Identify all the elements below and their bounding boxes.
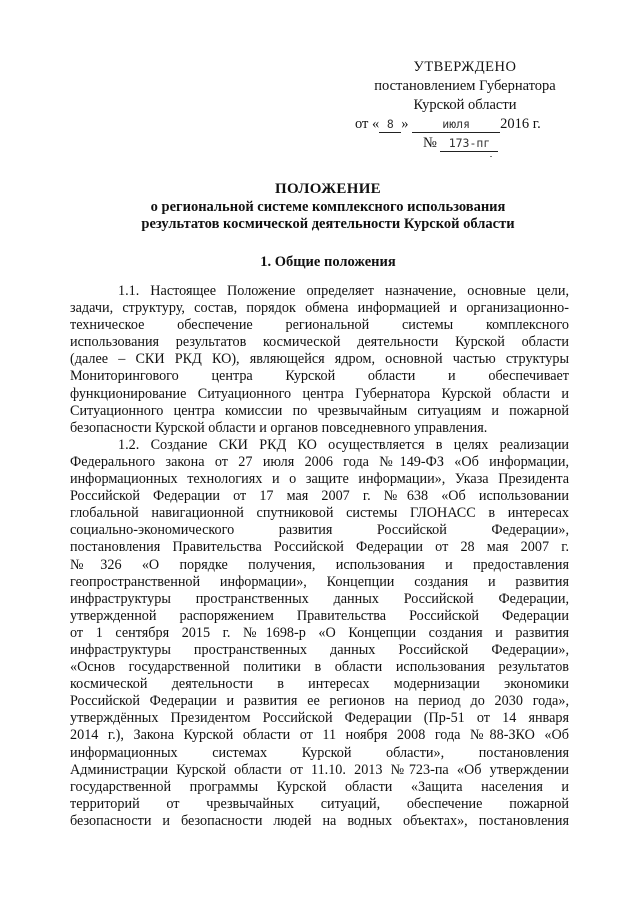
body-line: задачи, структуру, состав, порядок обмена информацией и организационно- — [70, 300, 569, 317]
approval-stamp — [350, 58, 580, 153]
document-heading — [70, 180, 586, 233]
date-month: июля — [412, 117, 500, 133]
body-line: от 1 сентября 2015 г. №1698-р «О Концепции создания и развития — [70, 624, 569, 641]
body-line: информационных системах Курской области», постановления — [70, 744, 569, 761]
body-line: техническое обеспечение региональной системы комплексного — [70, 317, 569, 334]
body-line: (далее – СКИ РКД КО), являющейся ядром, основной частью структуры — [70, 351, 569, 368]
body-line: «Основ государственной политики в области использования результатов — [70, 659, 569, 676]
body-line: Ситуационного центра комиссии по чрезвычайным ситуациям и пожарной — [70, 402, 569, 419]
body-line: государственной программы Курской области «Защита населения и — [70, 778, 569, 795]
body-line: инфраструктуры пространственных данных Российской Федерации», — [70, 641, 569, 658]
document-subtitle-line-2: результатов космической деятельности Курской области — [141, 216, 515, 232]
body-line: 1.1. Настоящее Положение определяет назначение, основные цели, — [118, 283, 569, 299]
date-year: 2016 г. — [500, 116, 541, 132]
body-line: геопространственной информации», Концепции создания и развития — [70, 573, 569, 590]
body-line: постановления Правительства Российской Федерации от 28 мая 2007 г. — [70, 539, 569, 556]
body-line: утвержденной распоряжением Правительства Российской Федерации — [70, 607, 569, 624]
date-prefix: от « — [355, 116, 380, 132]
body-line: использования результатов космической деятельности Курской области — [70, 334, 569, 351]
body-line: функционирование Ситуационного центра Губернатора Курской области и — [70, 385, 569, 402]
approval-title: УТВЕРЖДЕНО — [413, 59, 517, 75]
body-line: информационных технологиях и о защите информации», Указа Президента — [70, 471, 569, 488]
date-day: 8 — [379, 117, 401, 133]
body-line: космической деятельности в интересах модернизации экономики — [70, 676, 569, 693]
scan-speck — [490, 156, 492, 157]
section-title: 1. Общие положения — [260, 254, 396, 270]
body-text — [70, 283, 569, 830]
body-line: Федерального закона от 27 июля 2006 года №149-ФЗ «Об информации, — [70, 453, 569, 470]
body-line: Российской Федерации и развития ее регионов на период до 2030 года», — [70, 693, 569, 710]
body-line: глобальной навигационной спутниковой системы ГЛОНАСС в интересах — [70, 505, 569, 522]
approval-region: Курской области — [413, 97, 517, 113]
body-line: Мониторингового центра Курской области и обеспечивает — [70, 368, 569, 385]
approval-number — [350, 134, 580, 153]
approval-issuer: постановлением Губернатора — [374, 78, 556, 94]
date-mid: » — [401, 116, 409, 132]
document-subtitle-line-1: о региональной системе комплексного использования — [150, 199, 506, 215]
body-line: безопасности Курской области и органов повседневного управления. — [70, 419, 488, 436]
body-line: инфраструктуры пространственных данных Российской Федерации, — [70, 590, 569, 607]
body-line: 2014 г.), Закона Курской области от 11 ноября 2008 года №88-ЗКО «Об — [70, 727, 569, 744]
body-line: Российской Федерации от 17 мая 2007 г. №638 «Об использовании — [70, 488, 569, 505]
body-line: безопасности и безопасности людей на водных объектах», постановления — [70, 812, 569, 829]
body-line: территорий от чрезвычайных ситуаций, обеспечение пожарной — [70, 795, 569, 812]
number-prefix: № — [423, 135, 437, 151]
approval-date — [350, 115, 580, 134]
number-value: 173-пг — [440, 136, 498, 152]
document-title: ПОЛОЖЕНИЕ — [275, 181, 381, 197]
body-line: 1.2. Создание СКИ РКД КО осуществляется в целях реализации — [118, 436, 569, 453]
body-line: №326 «О порядке получения, использования и предоставления — [70, 556, 569, 573]
body-line: социально-экономического развития Российской Федерации», — [70, 522, 569, 539]
body-line: утверждённых Президентом Российской Федерации (Пр-51 от 14 января — [70, 710, 569, 727]
body-line: Администрации Курской области от 11.10. 2013 №723-па «Об утверждении — [70, 761, 569, 778]
